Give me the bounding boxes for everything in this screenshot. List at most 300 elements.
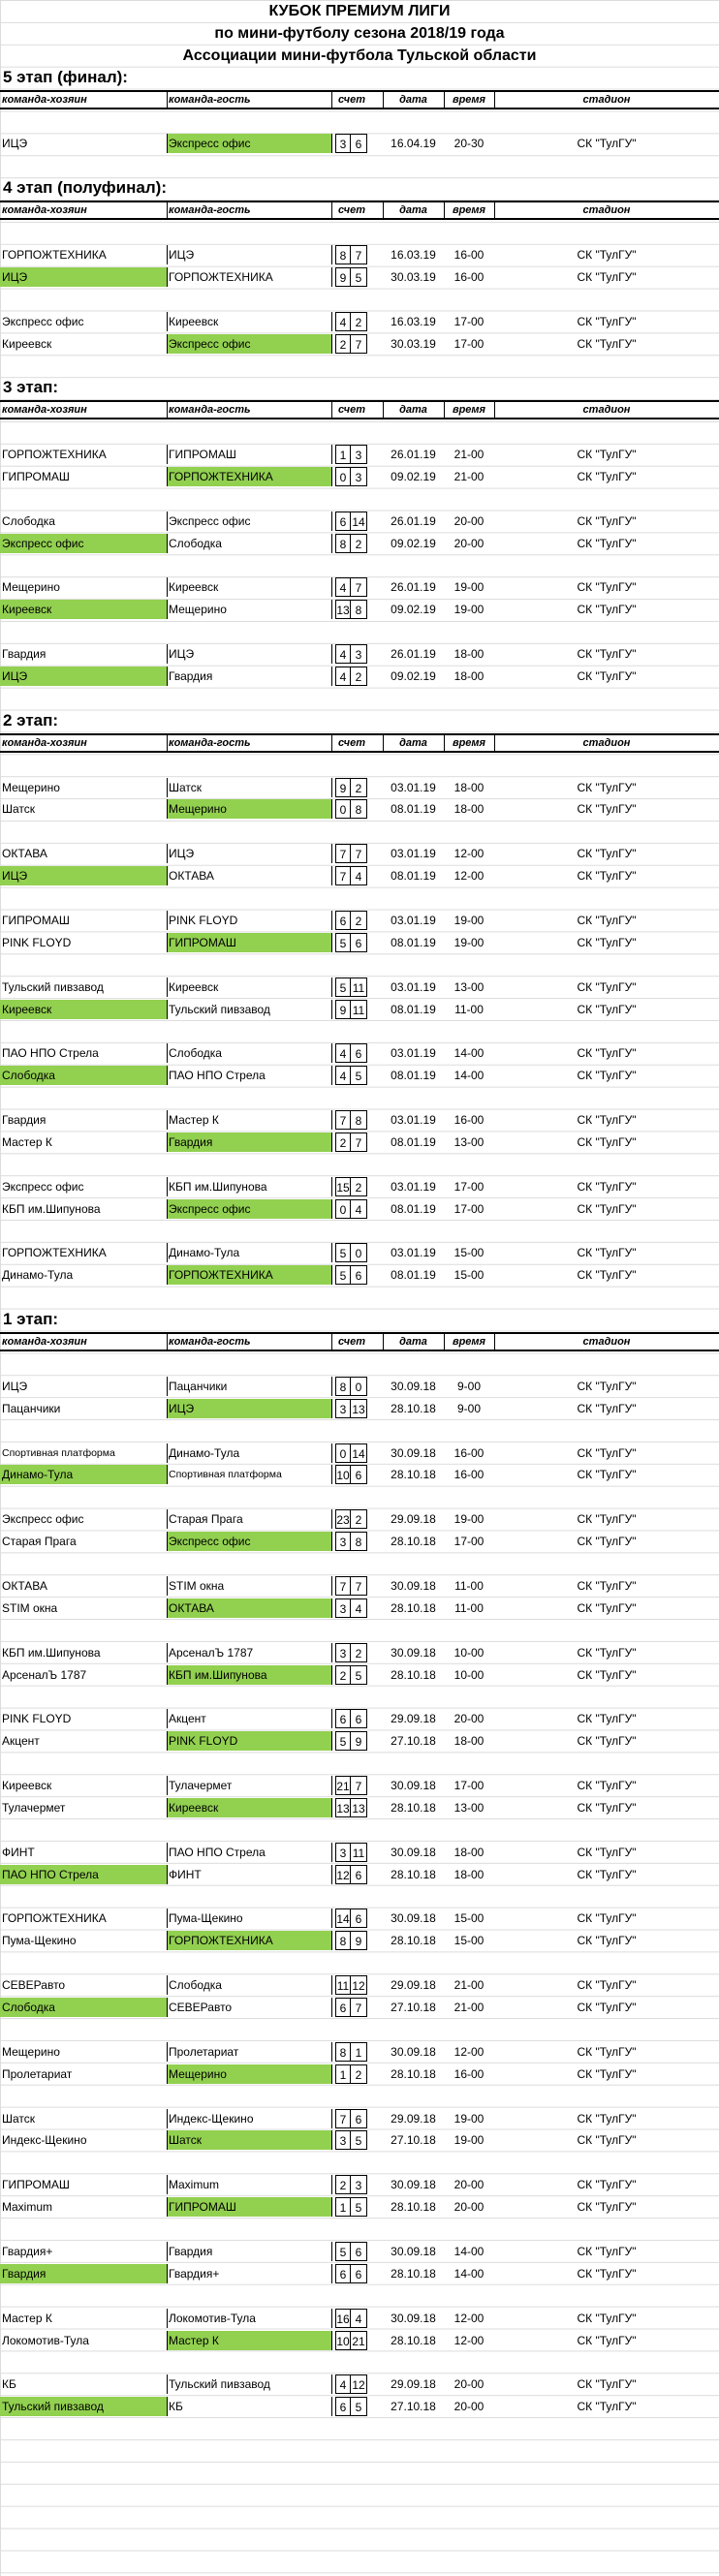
home-team-cell: КБП им.Шипунова: [2, 1645, 101, 1660]
match-row: [0, 978, 719, 997]
away-score-cell: 6: [350, 1909, 367, 1928]
away-team-cell: Экспресс офис: [167, 334, 331, 354]
column-divider: [494, 1334, 495, 1350]
column-divider: [167, 1998, 168, 2017]
match-row: [0, 1843, 719, 1862]
column-divider: [331, 1177, 332, 1196]
match-time-cell: 20-00: [453, 1712, 485, 1726]
home-team-cell: АрсеналЪ 1787: [2, 1667, 87, 1682]
home-team-cell: Пролетариат: [2, 2066, 73, 2081]
match-venue-cell: СК "ТулГУ": [577, 1379, 637, 1393]
column-divider: [167, 1199, 168, 1219]
match-date-cell: 30.09.18: [391, 2244, 436, 2258]
home-score-cell: 0: [335, 799, 351, 819]
match-venue-cell: СК "ТулГУ": [577, 1712, 637, 1726]
match-date-cell: 09.02.19: [391, 536, 436, 550]
away-team-cell: Мещерино: [169, 603, 227, 617]
away-team-cell: ИЦЭ: [169, 247, 195, 262]
column-divider: [444, 202, 445, 218]
home-team-cell: Гвардия: [2, 1113, 47, 1127]
match-venue-cell: СК "ТулГУ": [577, 2266, 637, 2281]
column-header-home: команда-хозяин: [2, 1336, 87, 1348]
column-divider: [167, 1509, 168, 1529]
match-date-cell: 30.09.18: [391, 1645, 436, 1660]
column-divider: [331, 1133, 332, 1152]
column-divider: [331, 1709, 332, 1728]
away-score-cell: 9: [350, 1931, 367, 1950]
column-divider: [167, 2109, 168, 2128]
column-divider: [331, 1377, 332, 1396]
column-divider: [167, 1598, 168, 1618]
home-team-cell: Тулачермет: [2, 1800, 66, 1815]
column-divider: [167, 1731, 168, 1751]
away-score-cell: 5: [350, 1665, 367, 1685]
away-team-cell: Тульский пивзавод: [169, 2377, 270, 2392]
match-time-cell: 13-00: [453, 979, 485, 994]
match-time-cell: 11-00: [454, 1600, 484, 1615]
match-venue-cell: СК "ТулГУ": [577, 603, 637, 617]
match-venue-cell: СК "ТулГУ": [577, 1468, 637, 1482]
match-time-cell: 16-00: [453, 1113, 485, 1127]
home-team-cell: СЕВЕРавто: [2, 1978, 66, 1993]
match-time-cell: 13-00: [453, 1800, 485, 1815]
column-divider: [494, 92, 495, 108]
home-team-cell: КБП им.Шипунова: [2, 1201, 101, 1216]
column-divider: [167, 267, 168, 287]
away-score-cell: 11: [350, 1843, 367, 1862]
home-team-cell: КБ: [2, 2377, 16, 2392]
match-date-cell: 30.03.19: [391, 269, 436, 284]
home-score-cell: 3: [335, 1399, 351, 1418]
match-date-cell: 29.09.18: [391, 1712, 436, 1726]
away-score-cell: 7: [350, 334, 367, 354]
home-score-cell: 7: [335, 1576, 351, 1596]
column-divider: [331, 1243, 332, 1262]
match-date-cell: 30.09.18: [391, 1445, 436, 1460]
column-divider: [331, 1509, 332, 1529]
match-venue-cell: СК "ТулГУ": [577, 1002, 637, 1016]
column-divider: [331, 334, 332, 354]
away-team-cell: Мещерино: [167, 2064, 331, 2084]
column-divider: [331, 1334, 332, 1350]
match-date-cell: 26.01.19: [391, 513, 436, 528]
column-header-date: дата: [399, 204, 427, 217]
home-score-cell: 8: [335, 534, 351, 553]
column-header-away: команда-гость: [169, 204, 251, 217]
column-header-row: [0, 90, 719, 109]
column-divider: [331, 2064, 332, 2084]
home-team-cell: ОКТАВА: [2, 1578, 47, 1593]
column-divider: [331, 778, 332, 797]
home-team-cell: Слободка: [0, 1066, 167, 1085]
home-score-cell: 9: [335, 778, 351, 797]
away-team-cell: ГОРПОЖТЕХНИКА: [167, 1265, 331, 1285]
column-divider: [167, 2130, 168, 2150]
match-date-cell: 08.01.19: [391, 802, 436, 817]
column-divider: [167, 402, 168, 418]
column-header-away: команда-гость: [169, 1336, 251, 1348]
away-score-cell: 2: [350, 534, 367, 553]
match-venue-cell: СК "ТулГУ": [577, 1535, 637, 1549]
column-divider: [331, 534, 332, 553]
match-time-cell: 16-00: [453, 1445, 485, 1460]
match-date-cell: 16.03.19: [391, 314, 436, 328]
match-date-cell: 28.10.18: [391, 1934, 436, 1948]
away-team-cell: ИЦЭ: [169, 847, 195, 861]
home-score-cell: 8: [335, 245, 351, 264]
column-divider: [331, 1576, 332, 1596]
column-header-home: команда-хозяин: [2, 404, 87, 417]
match-time-cell: 12-00: [453, 2044, 485, 2059]
match-row: [0, 778, 719, 797]
away-score-cell: 4: [350, 1598, 367, 1618]
home-team-cell: Киреевск: [0, 1000, 167, 1019]
home-team-cell: Maximum: [2, 2200, 53, 2215]
away-score-cell: 2: [350, 312, 367, 331]
match-row: [0, 2175, 719, 2194]
home-score-cell: 1: [335, 445, 351, 464]
match-row: [0, 1066, 719, 1085]
column-divider: [167, 334, 168, 354]
column-divider: [167, 1931, 168, 1950]
column-divider: [167, 1066, 168, 1085]
home-team-cell: ГИПРОМАШ: [2, 913, 70, 927]
away-team-cell: ФИНТ: [169, 1867, 202, 1881]
away-score-cell: 3: [350, 445, 367, 464]
match-row: [0, 2197, 719, 2217]
column-divider: [331, 1399, 332, 1418]
match-time-cell: 10-00: [453, 1667, 485, 1682]
match-venue-cell: СК "ТулГУ": [577, 979, 637, 994]
column-divider: [383, 92, 384, 108]
home-team-cell: ПАО НПО Стрела: [2, 1046, 99, 1061]
column-header-row: [0, 400, 719, 419]
column-divider: [167, 978, 168, 997]
column-divider: [331, 445, 332, 464]
away-team-cell: Гвардия: [169, 669, 213, 683]
home-score-cell: 12: [335, 1865, 351, 1884]
home-score-cell: 7: [335, 2109, 351, 2128]
home-team-cell: Тульский пивзавод: [0, 2397, 167, 2416]
column-divider: [331, 1731, 332, 1751]
column-divider: [167, 778, 168, 797]
match-venue-cell: СК "ТулГУ": [577, 469, 637, 483]
match-time-cell: 20-00: [453, 2178, 485, 2192]
home-score-cell: 3: [335, 2130, 351, 2150]
match-venue-cell: СК "ТулГУ": [577, 2178, 637, 2192]
column-divider: [167, 1243, 168, 1262]
match-time-cell: 12-00: [453, 2311, 485, 2325]
home-team-cell: Экспресс офис: [2, 1179, 84, 1194]
home-team-cell: ОКТАВА: [2, 847, 47, 861]
home-score-cell: 5: [335, 1243, 351, 1262]
home-score-cell: 4: [335, 667, 351, 686]
column-divider: [331, 1865, 332, 1884]
match-venue-cell: СК "ТулГУ": [577, 137, 637, 151]
away-score-cell: 6: [350, 1709, 367, 1728]
away-team-cell: Гвардия: [167, 1133, 331, 1152]
column-divider: [331, 1443, 332, 1463]
column-header-score: счет: [337, 404, 365, 417]
column-header-row: [0, 1332, 719, 1351]
home-score-cell: 4: [335, 577, 351, 597]
home-score-cell: 15: [335, 1177, 351, 1196]
match-date-cell: 28.10.18: [391, 1800, 436, 1815]
away-team-cell: Пролетариат: [169, 2044, 239, 2059]
match-row: [0, 1798, 719, 1817]
home-team-cell: Экспресс офис: [2, 1512, 84, 1527]
away-score-cell: 6: [350, 2264, 367, 2283]
sheet-title-line: КУБОК ПРЕМИУМ ЛИГИ: [268, 3, 451, 19]
column-divider: [167, 577, 168, 597]
away-score-cell: 4: [350, 2309, 367, 2328]
column-divider: [331, 1110, 332, 1130]
match-venue-cell: СК "ТулГУ": [577, 269, 637, 284]
home-score-cell: 3: [335, 1598, 351, 1618]
match-time-cell: 16-00: [453, 2066, 485, 2081]
match-row: [0, 2042, 719, 2062]
match-time-cell: 16-00: [453, 269, 485, 284]
column-divider: [167, 92, 168, 108]
match-date-cell: 08.01.19: [391, 1134, 436, 1149]
match-row: [0, 2374, 719, 2394]
home-score-cell: 4: [335, 1066, 351, 1085]
home-score-cell: 4: [335, 1043, 351, 1063]
column-divider: [167, 1975, 168, 1995]
column-divider: [167, 1643, 168, 1662]
away-score-cell: 8: [350, 1110, 367, 1130]
home-score-cell: 4: [335, 2374, 351, 2394]
away-team-cell: Динамо-Тула: [169, 1445, 240, 1460]
away-score-cell: 7: [350, 844, 367, 863]
column-header-time: время: [452, 1336, 486, 1348]
match-venue-cell: СК "ТулГУ": [577, 2244, 637, 2258]
column-divider: [383, 735, 384, 751]
match-venue-cell: СК "ТулГУ": [577, 1179, 637, 1194]
home-team-cell: Пацанчики: [2, 1401, 61, 1415]
away-score-cell: 5: [350, 1066, 367, 1085]
column-divider: [331, 512, 332, 531]
column-divider: [383, 402, 384, 418]
away-score-cell: 2: [350, 778, 367, 797]
column-divider: [331, 600, 332, 619]
match-date-cell: 30.09.18: [391, 1779, 436, 1792]
match-date-cell: 09.02.19: [391, 669, 436, 683]
column-divider: [331, 202, 332, 218]
match-venue-cell: СК "ТулГУ": [577, 448, 637, 461]
match-date-cell: 30.09.18: [391, 1379, 436, 1393]
away-team-cell: ГИПРОМАШ: [167, 2197, 331, 2217]
home-team-cell: STIM окна: [2, 1600, 58, 1615]
column-header-time: время: [452, 404, 486, 417]
column-divider: [331, 1931, 332, 1950]
match-date-cell: 08.01.19: [391, 935, 436, 949]
match-date-cell: 09.02.19: [391, 469, 436, 483]
home-score-cell: 8: [335, 1931, 351, 1950]
column-divider: [331, 134, 332, 153]
column-divider: [494, 202, 495, 218]
match-venue-cell: СК "ТулГУ": [577, 2001, 637, 2014]
column-divider: [167, 2042, 168, 2062]
away-team-cell: АрсеналЪ 1787: [169, 1645, 254, 1660]
match-date-cell: 08.01.19: [391, 1002, 436, 1016]
column-divider: [167, 1377, 168, 1396]
match-row: [0, 312, 719, 331]
away-team-cell: Динамо-Тула: [169, 1246, 240, 1260]
column-header-home: команда-хозяин: [2, 93, 87, 106]
column-divider: [167, 2264, 168, 2283]
match-time-cell: 9-00: [456, 1401, 482, 1415]
match-venue-cell: СК "ТулГУ": [577, 513, 637, 528]
column-divider: [331, 799, 332, 819]
column-divider: [167, 1465, 168, 1484]
column-divider: [331, 312, 332, 331]
home-score-cell: 13: [335, 1798, 351, 1817]
column-header-score: счет: [337, 93, 365, 106]
column-divider: [167, 667, 168, 686]
column-divider: [331, 1776, 332, 1795]
match-date-cell: 16.04.19: [391, 137, 436, 151]
away-score-cell: 4: [350, 866, 367, 885]
column-divider: [331, 1665, 332, 1685]
home-team-cell: Слободка: [2, 513, 55, 528]
away-team-cell: Пума-Щекино: [169, 1911, 243, 1926]
match-row: [0, 2331, 719, 2350]
column-divider: [167, 2397, 168, 2416]
column-header-time: время: [452, 93, 486, 106]
column-header-venue: стадион: [582, 1336, 631, 1348]
column-divider: [167, 799, 168, 819]
match-row: [0, 134, 719, 153]
away-team-cell: Пацанчики: [169, 1379, 228, 1393]
column-divider: [167, 1110, 168, 1130]
home-score-cell: 9: [335, 1000, 351, 1019]
home-score-cell: 7: [335, 866, 351, 885]
away-score-cell: 8: [350, 600, 367, 619]
match-time-cell: 17-00: [453, 314, 485, 328]
match-venue-cell: СК "ТулГУ": [577, 802, 637, 817]
home-team-cell: ГИПРОМАШ: [2, 2178, 70, 2192]
match-date-cell: 28.10.18: [391, 2066, 436, 2081]
away-score-cell: 2: [350, 667, 367, 686]
away-score-cell: 11: [350, 1000, 367, 1019]
away-score-cell: 3: [350, 2175, 367, 2194]
column-divider: [167, 1843, 168, 1862]
match-date-cell: 30.09.18: [391, 1911, 436, 1926]
away-team-cell: PINK FLOYD: [167, 1731, 331, 1751]
match-row: [0, 600, 719, 619]
home-team-cell: Мастер К: [2, 2311, 52, 2325]
away-score-cell: 2: [350, 1643, 367, 1662]
away-score-cell: 7: [350, 1576, 367, 1596]
home-team-cell: Шатск: [2, 2111, 36, 2126]
away-score-cell: 13: [350, 1399, 367, 1418]
home-score-cell: 5: [335, 933, 351, 952]
match-venue-cell: СК "ТулГУ": [577, 1911, 637, 1926]
match-date-cell: 29.09.18: [391, 1978, 436, 1993]
column-divider: [444, 402, 445, 418]
match-venue-cell: СК "ТулГУ": [577, 1667, 637, 1682]
match-row: [0, 2264, 719, 2283]
column-divider: [167, 467, 168, 486]
column-header-venue: стадион: [582, 736, 631, 749]
match-time-cell: 14-00: [453, 1046, 485, 1061]
home-score-cell: 5: [335, 978, 351, 997]
match-time-cell: 21-00: [453, 469, 485, 483]
away-team-cell: Шатск: [169, 780, 203, 794]
home-score-cell: 2: [335, 1133, 351, 1152]
away-score-cell: 0: [350, 1377, 367, 1396]
home-team-cell: Спортивная платформа: [2, 1446, 115, 1459]
match-date-cell: 29.09.18: [391, 2377, 436, 2392]
away-score-cell: 11: [350, 978, 367, 997]
column-divider: [167, 2197, 168, 2217]
home-team-cell: Мастер К: [2, 1134, 52, 1149]
away-score-cell: 6: [350, 1465, 367, 1484]
away-score-cell: 5: [350, 267, 367, 287]
match-row: [0, 2109, 719, 2128]
match-venue-cell: СК "ТулГУ": [577, 2133, 637, 2148]
match-venue-cell: СК "ТулГУ": [577, 780, 637, 794]
column-header-time: время: [452, 204, 486, 217]
match-time-cell: 21-00: [453, 1978, 485, 1993]
match-venue-cell: СК "ТулГУ": [577, 2400, 637, 2414]
match-time-cell: 16-00: [453, 1468, 485, 1482]
column-divider: [331, 1798, 332, 1817]
column-divider: [331, 467, 332, 486]
column-divider: [167, 245, 168, 264]
home-score-cell: 1: [335, 2197, 351, 2217]
match-time-cell: 17-00: [453, 1779, 485, 1792]
home-team-cell: ГОРПОЖТЕХНИКА: [2, 448, 107, 461]
column-divider: [331, 402, 332, 418]
column-divider: [167, 2374, 168, 2394]
column-divider: [167, 512, 168, 531]
match-date-cell: 28.10.18: [391, 2266, 436, 2281]
match-row: [0, 1399, 719, 1418]
match-time-cell: 17-00: [453, 336, 485, 351]
away-team-cell: ГОРПОЖТЕХНИКА: [167, 1931, 331, 1950]
match-row: [0, 1265, 719, 1285]
column-divider: [331, 577, 332, 597]
match-venue-cell: СК "ТулГУ": [577, 1645, 637, 1660]
match-time-cell: 20-00: [453, 2400, 485, 2414]
match-venue-cell: СК "ТулГУ": [577, 536, 637, 550]
column-header-score: счет: [337, 204, 365, 217]
match-time-cell: 21-00: [453, 448, 485, 461]
sheet-title-line: по мини-футболу сезона 2018/19 года: [214, 24, 505, 42]
match-venue-cell: СК "ТулГУ": [577, 1069, 637, 1083]
match-time-cell: 20-30: [453, 137, 485, 151]
match-time-cell: 15-00: [453, 1268, 485, 1283]
column-divider: [167, 911, 168, 930]
away-team-cell: Мещерино: [167, 799, 331, 819]
match-date-cell: 16.03.19: [391, 247, 436, 262]
away-team-cell: Слободка: [169, 1046, 222, 1061]
match-row: [0, 445, 719, 464]
home-score-cell: 1: [335, 2064, 351, 2084]
column-divider: [167, 1909, 168, 1928]
column-header-date: дата: [399, 93, 427, 106]
column-divider: [331, 911, 332, 930]
match-date-cell: 09.02.19: [391, 603, 436, 617]
column-divider: [331, 933, 332, 952]
home-team-cell: Мещерино: [2, 2044, 60, 2059]
match-date-cell: 08.01.19: [391, 1201, 436, 1216]
home-score-cell: 5: [335, 2242, 351, 2261]
column-divider: [167, 1865, 168, 1884]
home-score-cell: 2: [335, 1665, 351, 1685]
